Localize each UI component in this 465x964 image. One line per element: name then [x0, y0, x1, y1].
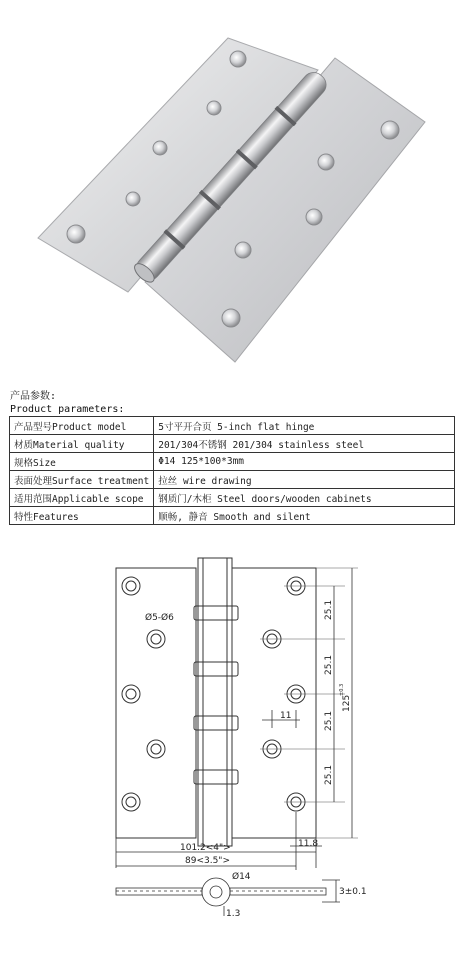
- height-tolerance-label: ±0.3: [339, 683, 345, 696]
- param-key: 适用范围Applicable scope: [10, 489, 154, 507]
- table-row: [10, 435, 455, 453]
- param-value: 201/304不锈钢 201/304 stainless steel: [154, 435, 455, 453]
- hinge-photo-illustration: [0, 0, 465, 380]
- hole-diameter-label: Ø5-Ø6: [145, 613, 174, 623]
- table-row: [10, 453, 455, 471]
- spacing-label-2: 25.1: [324, 654, 334, 675]
- width-total-label: 101.2<4">: [180, 843, 231, 853]
- params-heading: [10, 390, 124, 416]
- table-row: [10, 507, 455, 525]
- params-heading-en: Product parameters:: [10, 404, 125, 415]
- param-value: 钢质门/木柜 Steel doors/wooden cabinets: [154, 489, 455, 507]
- param-key: 材质Material quality: [10, 435, 154, 453]
- offset-label: 11: [280, 711, 292, 721]
- technical-drawing: [0, 550, 465, 960]
- param-value: 5寸平开合页 5-inch flat hinge: [154, 417, 455, 435]
- table-row: [10, 489, 455, 507]
- thickness-label: 3±0.1: [339, 887, 367, 897]
- table-row: [10, 471, 455, 489]
- gap-label: 1.3: [226, 909, 241, 919]
- param-key: 表面处理Surface treatment: [10, 471, 154, 489]
- edge-label: 11.8: [298, 839, 319, 849]
- param-value: 拉丝 wire drawing: [154, 471, 455, 489]
- params-table: [9, 416, 455, 525]
- spacing-label-1: 25.1: [324, 599, 334, 620]
- hinge-dimension-drawing: [0, 550, 465, 960]
- spacing-label-3: 25.1: [324, 710, 334, 731]
- height-label: 125: [342, 694, 352, 712]
- param-value: Φ14 125*100*3mm: [154, 453, 455, 471]
- param-key: 产品型号Product model: [10, 417, 154, 435]
- spacing-label-4: 25.1: [324, 764, 334, 785]
- param-key: 规格Size: [10, 453, 154, 471]
- knuckle-diameter-label: Ø14: [232, 872, 251, 882]
- param-value: 顺畅, 静音 Smooth and silent: [154, 507, 455, 525]
- product-photo: [0, 0, 465, 380]
- table-row: [10, 417, 455, 435]
- param-key: 特性Features: [10, 507, 154, 525]
- params-heading-cn: 产品参数:: [10, 391, 57, 402]
- width-leaf-label: 89<3.5">: [185, 856, 230, 866]
